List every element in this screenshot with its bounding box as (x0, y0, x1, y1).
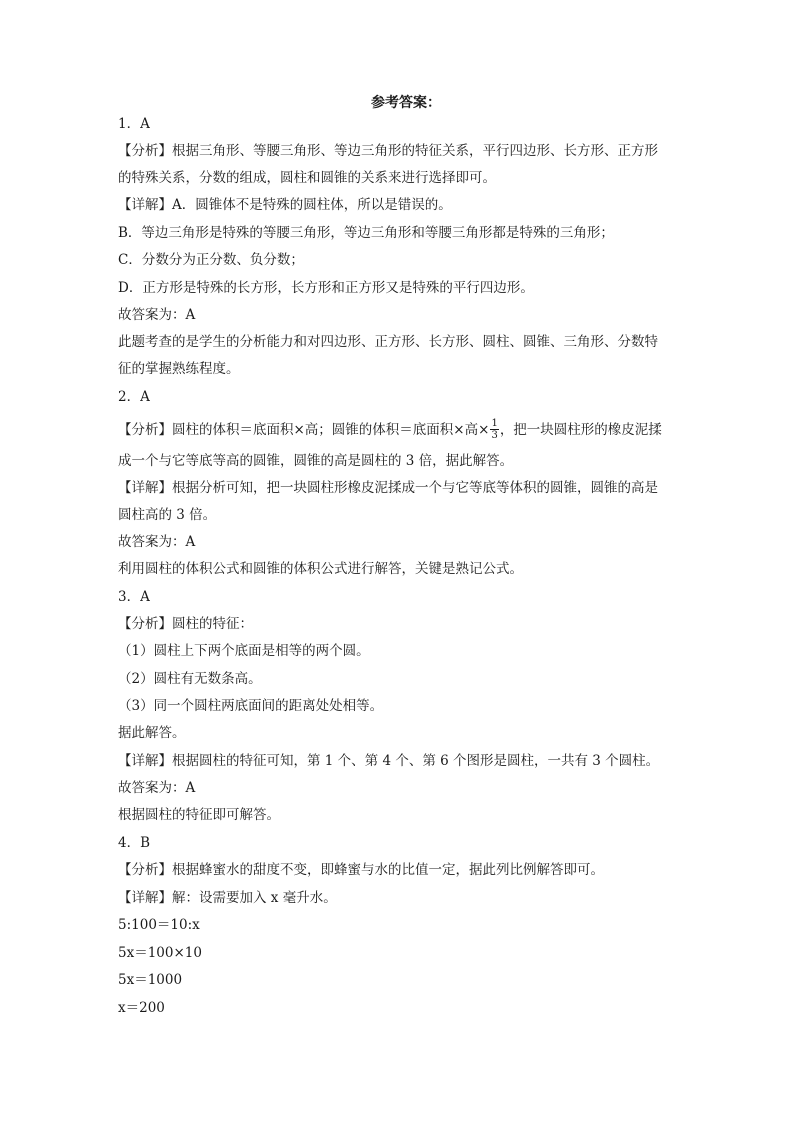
q4-equation-2: 5x＝100×10 (118, 945, 202, 961)
q3-analysis-line-4: （3）同一个圆柱两底面间的距离处处相等。 (118, 698, 384, 714)
q1-detail-line-4: D．正方形是特殊的长方形，长方形和正方形又是特殊的平行四边形。 (118, 280, 534, 296)
q2-detail-line-1: 【详解】根据分析可知，把一块圆柱形橡皮泥揉成一个与它等底等体积的圆锥，圆锥的高是 (118, 480, 658, 496)
one-third-fraction (490, 418, 498, 441)
q1-analysis-line-2: 的特殊关系，分数的组成，圆柱和圆锥的关系来进行选择即可。 (118, 170, 496, 186)
q3-analysis-line-5: 据此解答。 (118, 725, 186, 741)
q1-detail-line-3: C．分数分为正分数、负分数； (118, 252, 304, 268)
q1-comment-line-1: 此题考查的是学生的分析能力和对四边形、正方形、长方形、圆柱、圆锥、三角形、分数特 (118, 334, 658, 350)
q1-comment-line-2: 征的掌握熟练程度。 (118, 361, 240, 377)
q1-detail-line-1: 【详解】A．圆锥体不是特殊的圆柱体，所以是错误的。 (118, 197, 452, 213)
q3-answer: 故答案为：A (118, 780, 196, 796)
q2-answer: 故答案为：A (118, 534, 196, 550)
q2-analysis-line-2: 成一个与它等底等高的圆锥，圆锥的高是圆柱的 3 倍，据此解答。 (118, 453, 514, 469)
q1-answer: 故答案为：A (118, 307, 196, 323)
answer-sheet (118, 93, 684, 1016)
q4-equation-4: x＝200 (118, 1000, 165, 1016)
q3-detail: 【详解】根据圆柱的特征可知，第 1 个、第 4 个、第 6 个图形是圆柱，一共有 3 个圆柱。 (118, 753, 660, 769)
q2-analysis-text-b: ，把一块圆柱形的橡皮泥揉 (499, 422, 662, 438)
fraction-numerator: 1 (491, 418, 498, 429)
q3-analysis-line-1: 【分析】圆柱的特征： (118, 616, 253, 632)
q4-number: 4．B (118, 835, 151, 851)
q2-detail-line-2: 圆柱高的 3 倍。 (118, 507, 217, 523)
q4-equation-3: 5x＝1000 (118, 972, 183, 988)
q2-analysis-text-a: 【分析】圆柱的体积＝底面积×高；圆锥的体积＝底面积×高× (118, 422, 490, 438)
q4-detail: 【详解】解：设需要加入 x 毫升水。 (118, 890, 337, 906)
q3-analysis-line-3: （2）圆柱有无数条高。 (118, 671, 262, 687)
q1-number: 1．A (118, 116, 150, 132)
q4-analysis: 【分析】根据蜂蜜水的甜度不变，即蜂蜜与水的比值一定，据此列比例解答即可。 (118, 862, 604, 878)
q3-analysis-line-2: （1）圆柱上下两个底面是相等的两个圆。 (118, 643, 370, 659)
q1-analysis-line-1: 【分析】根据三角形、等腰三角形、等边三角形的特征关系，平行四边形、长方形、正方形 (118, 143, 658, 159)
q2-number: 2．A (118, 389, 150, 405)
q4-equation-1: 5:100＝10:x (118, 917, 200, 933)
q1-detail-line-2: B．等边三角形是特殊的等腰三角形，等边三角形和等腰三角形都是特殊的三角形； (118, 225, 614, 241)
q2-analysis-line-1 (118, 419, 662, 442)
page-title: 参考答案： (371, 95, 441, 111)
fraction-denominator: 3 (491, 430, 498, 441)
q3-number: 3．A (118, 589, 150, 605)
q2-comment: 利用圆柱的体积公式和圆锥的体积公式进行解答，关键是熟记公式。 (118, 561, 523, 577)
q3-comment: 根据圆柱的特征即可解答。 (118, 807, 280, 823)
